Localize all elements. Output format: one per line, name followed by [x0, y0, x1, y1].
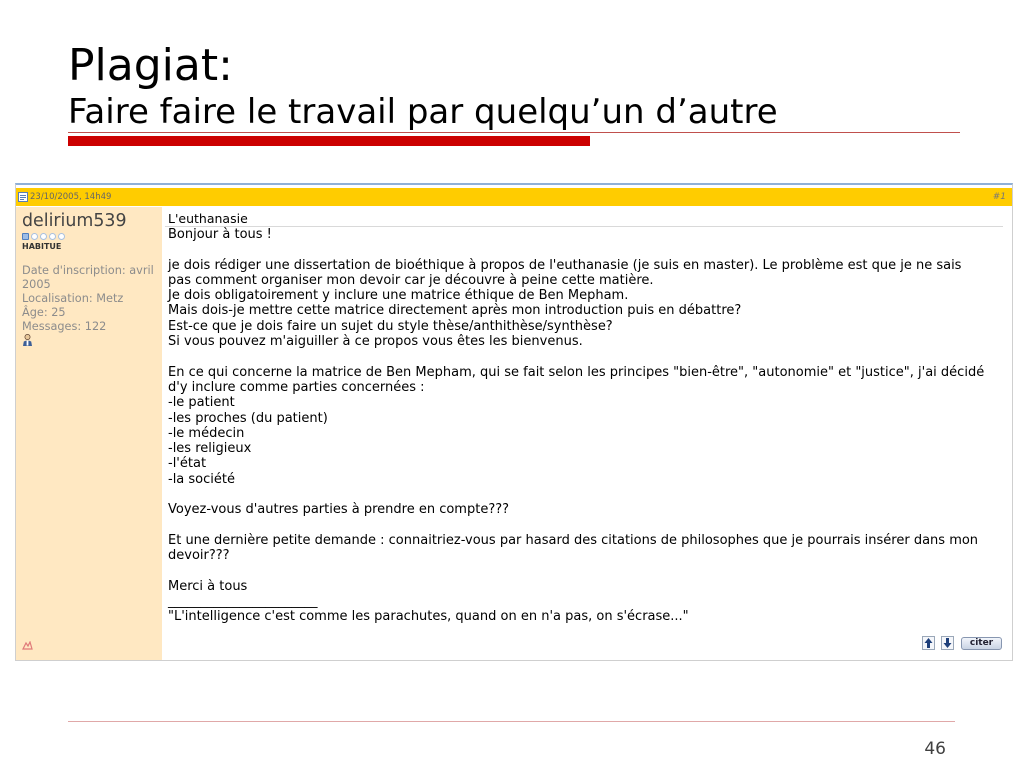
- rank-pip: [22, 233, 29, 240]
- report-icon[interactable]: [22, 641, 33, 651]
- slide-subtitle: Faire faire le travail par quelqu’un d’autre: [68, 92, 778, 132]
- author-rank: HABITUE: [22, 242, 62, 251]
- post-blank-line: [168, 487, 984, 502]
- scroll-up-button[interactable]: [922, 636, 935, 650]
- arrow-down-icon: [942, 634, 953, 653]
- post-header-bar: [16, 188, 1012, 206]
- arrow-up-icon: [923, 634, 934, 653]
- page-number: 46: [924, 739, 946, 759]
- post-blank-line: [168, 518, 984, 533]
- post-icon: [18, 192, 28, 202]
- post-line: "L'intelligence c'est comme les parachutes, quand on en n'a pas, on s'écrase...": [168, 609, 689, 625]
- post-line: -les proches (du patient): [168, 410, 328, 426]
- title-rule-thin: [68, 132, 960, 133]
- rank-pip: [31, 233, 38, 240]
- post-line: -l'état: [168, 456, 207, 472]
- post-line: En ce qui concerne la matrice de Ben Mepham, qui se fait selon les principes "bien-être", "autonomie" et "justice", j'ai décidé: [168, 364, 985, 380]
- author-info: [22, 264, 160, 346]
- rank-pip: [49, 233, 56, 240]
- quote-button[interactable]: citer: [961, 637, 1002, 650]
- post-line: Et une dernière petite demande : connaitriez-vous par hasard des citations de philosophes que je pourrais insérer dans mon: [168, 532, 979, 548]
- author-registration-date: Date d'inscription: avril 2005: [22, 264, 154, 291]
- post-line: -le médecin: [168, 425, 245, 441]
- post-line: Bonjour à tous !: [168, 227, 272, 242]
- post-line: Je dois obligatoirement y inclure une matrice éthique de Ben Mepham.: [168, 288, 629, 304]
- post-line: je dois rédiger une dissertation de bioéthique à propos de l'euthanasie (je suis en master). Le problème est que je ne sais: [168, 257, 962, 273]
- post-line: d'y inclure comme parties concernées :: [168, 379, 425, 395]
- title-rule-accent: [68, 136, 590, 146]
- post-body: [168, 227, 984, 625]
- forum-post: [15, 183, 1013, 661]
- author-age: Âge: 25: [22, 306, 66, 319]
- rank-pip: [40, 233, 47, 240]
- post-line: Mais dois-je mettre cette matrice directement après mon introduction puis en débattre?: [168, 303, 742, 319]
- post-line: Est-ce que je dois faire un sujet du style thèse/anthithèse/synthèse?: [168, 318, 613, 334]
- author-username[interactable]: delirium539: [22, 211, 127, 231]
- author-location: Localisation: Metz: [22, 292, 124, 305]
- post-line: -le patient: [168, 395, 235, 411]
- post-line: _______________________: [168, 594, 318, 610]
- footer-rule: [68, 721, 955, 722]
- scroll-down-button[interactable]: [941, 636, 954, 650]
- post-line: Merci à tous: [168, 578, 248, 594]
- post-line: Voyez-vous d'autres parties à prendre en compte???: [168, 502, 510, 518]
- author-rank-pips: [22, 233, 65, 240]
- post-line: Si vous pouvez m'aiguiller à ce propos vous êtes les bienvenus.: [168, 334, 583, 350]
- author-message-count: Messages: 122: [22, 320, 107, 333]
- post-blank-line: [168, 242, 984, 257]
- post-line: -la société: [168, 471, 235, 487]
- post-line: pas comment organiser mon devoir car je découvre à peine cette matière.: [168, 272, 654, 288]
- post-content: [162, 207, 1012, 660]
- post-number-link[interactable]: #1: [992, 192, 1006, 202]
- post-line: -les religieux: [168, 441, 252, 457]
- post-blank-line: [168, 564, 984, 579]
- user-profile-icon[interactable]: [22, 334, 33, 346]
- post-subject: L'euthanasie: [168, 210, 248, 226]
- rank-pip: [58, 233, 65, 240]
- post-date: 23/10/2005, 14h49: [30, 192, 112, 202]
- slide-title: Plagiat:: [68, 40, 233, 91]
- post-line: devoir???: [168, 548, 230, 564]
- author-panel: [16, 207, 162, 660]
- post-blank-line: [168, 349, 984, 364]
